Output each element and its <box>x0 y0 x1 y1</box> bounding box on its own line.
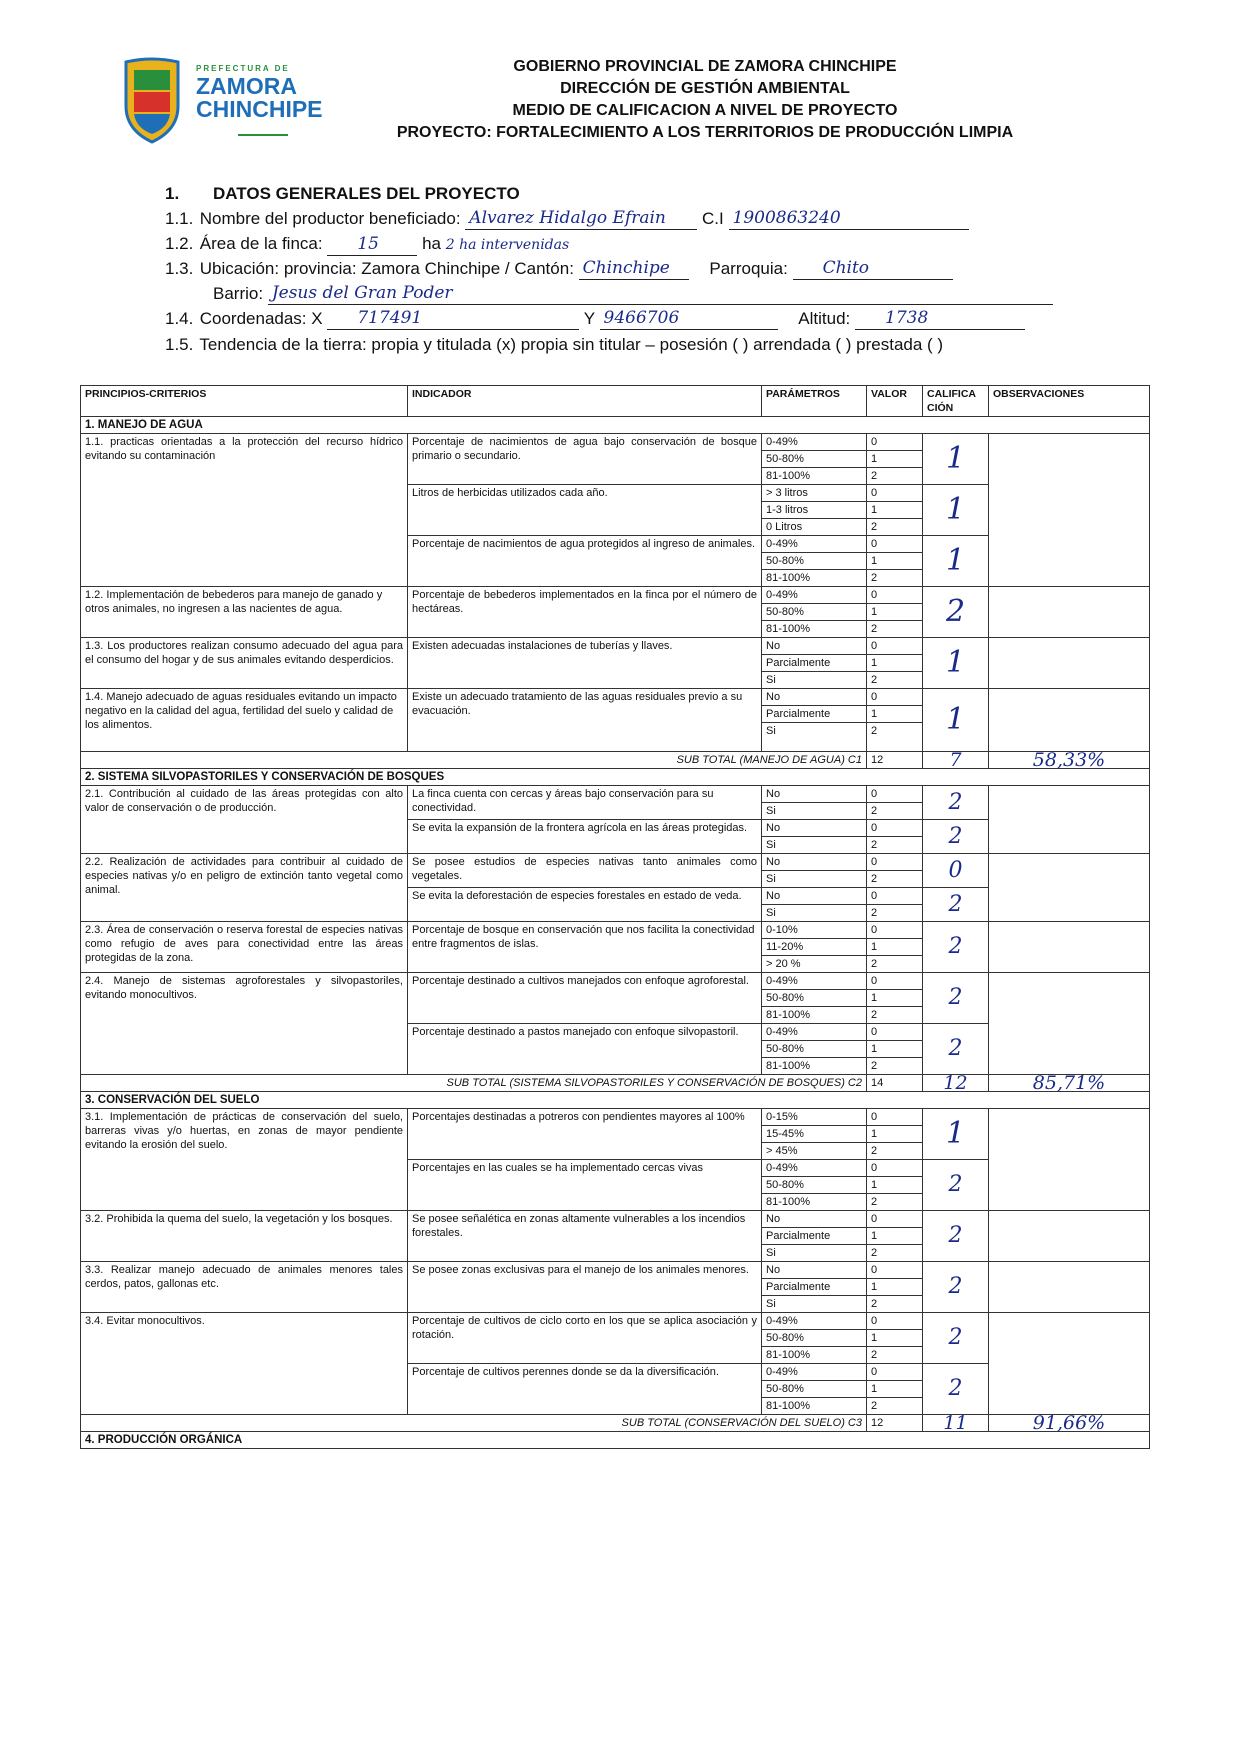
field-producer: 1.1. Nombre del productor beneficiado: Alvarez Hidalgo Efrain C.I 1900863240 <box>165 208 969 230</box>
grade-cell[interactable]: 2 <box>923 1262 989 1313</box>
indicator-cell: La finca cuenta con cercas y áreas bajo conservación para su conectividad. <box>408 786 762 820</box>
observation-cell[interactable] <box>989 1109 1150 1211</box>
subtotal-row <box>81 1415 1150 1432</box>
subtotal-value: 12 <box>867 1415 923 1432</box>
ci-field[interactable]: 1900863240 <box>729 209 969 230</box>
criterion-cell: 1.3. Los productores realizan consumo adecuado del agua para el consumo del hogar y de sus animales evitando desperdicios. <box>81 638 408 689</box>
subtotal-value: 12 <box>867 752 923 769</box>
criterion-cell: 3.4. Evitar monocultivos. <box>81 1313 408 1415</box>
table-header-row <box>81 386 1150 417</box>
observation-cell[interactable] <box>989 434 1150 587</box>
col-header-parametros: PARÁMETROS <box>762 386 867 417</box>
altitude-field[interactable]: 1738 <box>855 309 1025 330</box>
grade-cell[interactable]: 1 <box>923 1109 989 1160</box>
grade-cell[interactable]: 2 <box>923 1364 989 1415</box>
indicator-cell: Porcentajes en las cuales se ha implementado cercas vivas <box>408 1160 762 1211</box>
grade-cell[interactable]: 1 <box>923 689 989 752</box>
grade-cell[interactable]: 1 <box>923 434 989 485</box>
observation-cell[interactable] <box>989 922 1150 973</box>
logo-line1: PREFECTURA DE <box>196 64 290 73</box>
subtotal-grade[interactable]: 12 <box>923 1075 989 1092</box>
grade-cell[interactable]: 1 <box>923 536 989 587</box>
indicator-cell: Porcentaje de nacimientos de agua bajo conservación de bosque primario o secundario. <box>408 434 762 485</box>
logo-line2: ZAMORA <box>196 73 297 99</box>
field-barrio: Barrio: Jesus del Gran Poder <box>213 283 1053 305</box>
indicator-cell: Litros de herbicidas utilizados cada año. <box>408 485 762 536</box>
indicator-cell: Se posee estudios de especies nativas tanto animales como vegetales. <box>408 854 762 888</box>
subtotal-percentage[interactable]: 85,71% <box>989 1075 1150 1092</box>
coord-y-field[interactable]: 9466706 <box>600 309 778 330</box>
section-row: 3. CONSERVACIÓN DEL SUELO <box>81 1092 1150 1109</box>
observation-cell[interactable] <box>989 1313 1150 1415</box>
grade-cell[interactable]: 2 <box>923 1313 989 1364</box>
subtotal-percentage[interactable]: 58,33% <box>989 752 1150 769</box>
field-coordinates: 1.4. Coordenadas: X 717491 Y 9466706 Altitud: 1738 <box>165 308 1025 330</box>
grade-cell[interactable]: 2 <box>923 888 989 922</box>
section-row: 2. SISTEMA SILVOPASTORILES Y CONSERVACIÓN DE BOSQUES <box>81 769 1150 786</box>
producer-name-field[interactable]: Alvarez Hidalgo Efrain <box>465 209 697 230</box>
subtotal-label: SUB TOTAL (MANEJO DE AGUA) C1 <box>81 752 867 769</box>
observation-cell[interactable] <box>989 786 1150 854</box>
coord-x-field[interactable]: 717491 <box>327 309 579 330</box>
indicator-cell: Porcentaje de cultivos de ciclo corto en los que se aplica asociación y rotación. <box>408 1313 762 1364</box>
header-line-3: MEDIO DE CALIFICACION A NIVEL DE PROYECTO <box>512 102 898 119</box>
subtotal-grade[interactable]: 7 <box>923 752 989 769</box>
grade-cell[interactable]: 1 <box>923 485 989 536</box>
grade-cell[interactable]: 2 <box>923 1024 989 1075</box>
indicator-cell: Porcentaje de cultivos perennes donde se da la diversificación. <box>408 1364 762 1415</box>
field-area: 1.2. Área de la finca: 15 ha 2 ha intervenidas <box>165 234 570 254</box>
indicator-cell: Porcentaje destinado a cultivos manejados con enfoque agroforestal. <box>408 973 762 1024</box>
observation-cell[interactable] <box>989 638 1150 689</box>
criterion-cell: 3.1. Implementación de prácticas de conservación del suelo, barreras vivas y/o huertas, en zonas de mayor pendiente evitando la erosión del suelo. <box>81 1109 408 1211</box>
canton-field[interactable]: Chinchipe <box>579 259 689 280</box>
indicator-cell: Se evita la expansión de la frontera agrícola en las áreas protegidas. <box>408 820 762 854</box>
observation-cell[interactable] <box>989 973 1150 1075</box>
header-line-2: DIRECCIÓN DE GESTIÓN AMBIENTAL <box>560 80 850 97</box>
parroquia-field[interactable]: Chito <box>793 259 953 280</box>
criterion-cell: 1.2. Implementación de bebederos para manejo de ganado y otros animales, no ingresen a las nacientes de agua. <box>81 587 408 638</box>
subtotal-label: SUB TOTAL (SISTEMA SILVOPASTORILES Y CONSERVACIÓN DE BOSQUES) C2 <box>81 1075 867 1092</box>
document-header <box>360 56 1050 144</box>
logo-line3: CHINCHIPE <box>196 96 323 122</box>
barrio-field[interactable]: Jesus del Gran Poder <box>268 284 1053 305</box>
col-header-calificacion: CALIFICA CIÓN <box>923 386 989 417</box>
indicator-cell: Existe un adecuado tratamiento de las aguas residuales previo a su evacuación. <box>408 689 762 752</box>
subtotal-value: 14 <box>867 1075 923 1092</box>
grade-cell[interactable]: 2 <box>923 587 989 638</box>
criterion-cell: 2.1. Contribución al cuidado de las áreas protegidas con alto valor de conservación o de producción. <box>81 786 408 854</box>
observation-cell[interactable] <box>989 854 1150 922</box>
criterion-cell: 1.1. practicas orientadas a la protección del recurso hídrico evitando su contaminación <box>81 434 408 587</box>
field-land-tenure: 1.5. Tendencia de la tierra: propia y titulada (x) propia sin titular – posesión ( ) arrendada ( ) prestada ( ) <box>165 335 944 354</box>
subtotal-grade[interactable]: 11 <box>923 1415 989 1432</box>
grade-cell[interactable]: 1 <box>923 638 989 689</box>
indicator-cell: Se posee zonas exclusivas para el manejo de los animales menores. <box>408 1262 762 1313</box>
grade-cell[interactable]: 0 <box>923 854 989 888</box>
grade-cell[interactable]: 2 <box>923 1211 989 1262</box>
grade-cell[interactable]: 2 <box>923 820 989 854</box>
grade-cell[interactable]: 2 <box>923 973 989 1024</box>
indicator-cell: Existen adecuadas instalaciones de tuberías y llaves. <box>408 638 762 689</box>
subtotal-row <box>81 1075 1150 1092</box>
indicator-cell: Porcentaje de bosque en conservación que nos facilita la conectividad entre fragmentos de islas. <box>408 922 762 973</box>
grade-cell[interactable]: 2 <box>923 1160 989 1211</box>
indicator-cell: Porcentaje destinado a pastos manejado con enfoque silvopastoril. <box>408 1024 762 1075</box>
indicator-cell: Porcentaje de nacimientos de agua protegidos al ingreso de animales. <box>408 536 762 587</box>
rating-table: PRINCIPIOS-CRITERIOS INDICADOR PARÁMETROS VALOR CALIFICA CIÓN OBSERVACIONES 1. MANEJO DE AGUA 1.1. practicas orientadas a la protección del recurso hídrico evitando su contaminación Porcentaje de nacimientos de agua bajo conservación de bosque primario o secundario. 0-49% 0 1 50-80% 1 81-100% 2 Litros de herbicidas utilizados cada año. > 3 litros 0 1 1-3 litros 1 0 Litros 2 Porcentaje de nacimientos de agua protegidos al ingreso de animales. 0-49% 0 1 50-80% 1 81-100% 2 1.2. Implementación de bebederos para manejo de ganado y otros animales, no ingresen a las nacientes de agua. Porcentaje de bebederos implementados en la finca por el número de hectáreas. 0-49% 0 2 50-80% 1 81-100% 2 1.3. Los productores realizan consumo adecuado del agua para el consumo del hogar y de sus animales evitando desperdicios. Existen adecuadas instalaciones de tuberías y llaves. No 0 1 Parcialmente 1 Si 2 1.4. Manejo adecuado de aguas residuales evitando un impacto negativo en la calidad del agua, fertilidad del suelo y calidad de los alimentos. Existe un adecuado tratamiento de las aguas residuales previo a su evacuación. No 0 1 Parcialmente 1 Si 2 SUB TOTAL (MANEJO DE AGUA) C1 12 7 58,33% 2. SISTEMA SILVOPASTORILES Y CONSERVACIÓN DE BOSQUES 2.1. Contribución al cuidado de las áreas protegidas con alto valor de conservación o de producción. La finca cuenta con cercas y áreas bajo conservación para su conectividad. No 0 2 Si 2 Se evita la expansión de la frontera agrícola en las áreas protegidas. No 0 2 Si 2 2.2. Realización de actividades para contribuir al cuidado de especies nativas y/o en peligro de extinción tanto vegetal como animal. Se posee estudios de especies nativas tanto animales como vegetales. No 0 0 Si 2 Se evita la deforestación de especies forestales en estado de veda. No 0 2 Si 2 2.3. Área de conservación o reserva forestal de especies nativas como refugio de aves para conectividad entre las áreas protegidas de la zona. Porcentaje de bosque en conservación que nos facilita la conectividad entre fragmentos de islas. 0-10% 0 2 11-20% 1 > 20 % 2 2.4. Manejo de sistemas agroforestales y silvopastoriles, evitando monocultivos. Porcentaje destinado a cultivos manejados con enfoque agroforestal. 0-49% 0 2 50-80% 1 81-100% 2 Porcentaje destinado a pastos manejado con enfoque silvopastoril. 0-49% 0 2 50-80% 1 81-100% 2 SUB TOTAL (SISTEMA SILVOPASTORILES Y CONSERVACIÓN DE BOSQUES) C2 14 12 85,71% 3. CONSERVACIÓN DEL SUELO 3.1. Implementación de prácticas de conservación del suelo, barreras vivas y/o huertas, en zonas de mayor pendiente evitando la erosión del suelo. Porcentajes destinadas a potreros con pendientes mayores al 100% 0-15% 0 1 15-45% 1 > 45% 2 Porcentajes en las cuales se ha implementado cercas vivas 0-49% 0 2 50-80% 1 81-100% 2 3.2. Prohibida la quema del suelo, la vegetación y los bosques. Se posee señalética en zonas altamente vulnerables a los incendios forestales. No 0 2 Parcialmente 1 Si 2 3.3. Realizar manejo adecuado de animales menores tales cerdos, patos, gallonas etc. Se posee zonas exclusivas para el manejo de los animales menores. No 0 2 Parcialmente 1 Si 2 3.4. Evitar monocultivos. Porcentaje de cultivos de ciclo corto en los que se aplica asociación y rotación. 0-49% 0 2 50-80% 1 81-100% 2 Porcentaje de cultivos perennes donde se da la diversificación. 0-49% 0 2 50-80% 1 81-100% 2 SUB TOTAL (CONSERVACIÓN DEL SUELO) C3 12 11 91,66% 4. PRODUCCIÓN ORGÁNICA <box>80 385 1150 1449</box>
indicator-cell: Porcentajes destinadas a potreros con pendientes mayores al 100% <box>408 1109 762 1160</box>
section-row: 4. PRODUCCIÓN ORGÁNICA <box>81 1432 1150 1449</box>
criterion-cell: 1.4. Manejo adecuado de aguas residuales evitando un impacto negativo en la calidad del agua, fertilidad del suelo y calidad de los alimentos. <box>81 689 408 752</box>
area-note: 2 ha intervenidas <box>445 237 570 253</box>
header-line-1: GOBIERNO PROVINCIAL DE ZAMORA CHINCHIPE <box>513 58 897 75</box>
col-header-valor: VALOR <box>867 386 923 417</box>
criterion-cell: 2.4. Manejo de sistemas agroforestales y silvopastoriles, evitando monocultivos. <box>81 973 408 1075</box>
subtotal-percentage[interactable]: 91,66% <box>989 1415 1150 1432</box>
criterion-cell: 2.3. Área de conservación o reserva forestal de especies nativas como refugio de aves para conectividad entre las áreas protegidas de la zona. <box>81 922 408 973</box>
indicator-cell: Porcentaje de bebederos implementados en la finca por el número de hectáreas. <box>408 587 762 638</box>
criterion-cell: 3.3. Realizar manejo adecuado de animales menores tales cerdos, patos, gallonas etc. <box>81 1262 408 1313</box>
grade-cell[interactable]: 2 <box>923 786 989 820</box>
col-header-indicador: INDICADOR <box>408 386 762 417</box>
observation-cell[interactable] <box>989 1211 1150 1262</box>
criterion-cell: 2.2. Realización de actividades para contribuir al cuidado de especies nativas y/o en peligro de extinción tanto vegetal como animal. <box>81 854 408 922</box>
grade-cell[interactable]: 2 <box>923 922 989 973</box>
field-location: 1.3. Ubicación: provincia: Zamora Chinchipe / Cantón: Chinchipe Parroquia: Chito <box>165 258 953 280</box>
shield-emblem-icon <box>120 56 184 144</box>
subtotal-row <box>81 752 1150 769</box>
indicator-cell: Se posee señalética en zonas altamente vulnerables a los incendios forestales. <box>408 1211 762 1262</box>
observation-cell[interactable] <box>989 587 1150 638</box>
area-field[interactable]: 15 <box>327 235 417 256</box>
section-row: 1. MANEJO DE AGUA <box>81 417 1150 434</box>
observation-cell[interactable] <box>989 689 1150 752</box>
indicator-cell: Se evita la deforestación de especies forestales en estado de veda. <box>408 888 762 922</box>
prefecture-logo <box>120 52 340 152</box>
section-title-general: 1. DATOS GENERALES DEL PROYECTO <box>165 184 520 203</box>
col-header-observaciones: OBSERVACIONES <box>989 386 1150 417</box>
observation-cell[interactable] <box>989 1262 1150 1313</box>
header-line-4: PROYECTO: FORTALECIMIENTO A LOS TERRITORIOS DE PRODUCCIÓN LIMPIA <box>396 124 1014 141</box>
criterion-cell: 3.2. Prohibida la quema del suelo, la vegetación y los bosques. <box>81 1211 408 1262</box>
col-header-principios: PRINCIPIOS-CRITERIOS <box>81 386 408 417</box>
subtotal-label: SUB TOTAL (CONSERVACIÓN DEL SUELO) C3 <box>81 1415 867 1432</box>
logo-underline <box>238 134 288 136</box>
